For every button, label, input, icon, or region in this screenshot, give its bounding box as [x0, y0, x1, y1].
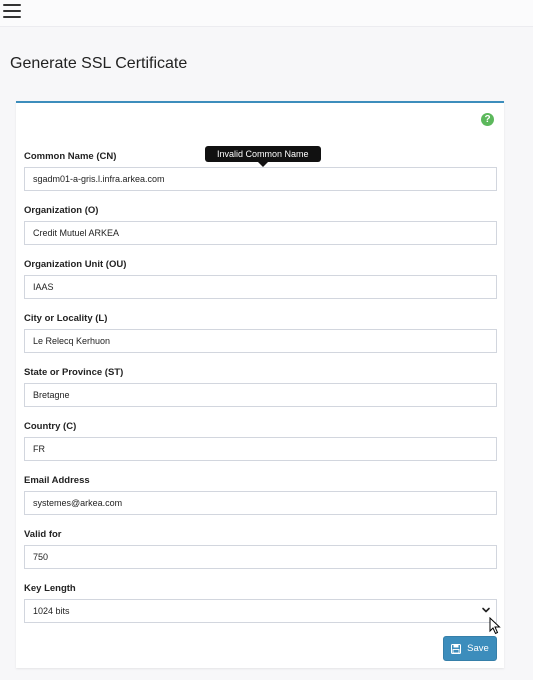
field-organization — [24, 205, 497, 245]
page-title: Generate SSL Certificate — [10, 55, 188, 72]
field-city — [24, 313, 497, 353]
state-label: State or Province (ST) — [24, 367, 124, 378]
country-label: Country (C) — [24, 421, 77, 432]
key-length-label: Key Length — [24, 583, 76, 594]
mouse-cursor-icon — [489, 617, 501, 635]
organization-unit-label: Organization Unit (OU) — [24, 259, 127, 270]
common-name-input[interactable] — [24, 167, 497, 191]
help-question-icon[interactable]: ? — [481, 113, 494, 126]
field-common-name — [24, 151, 497, 191]
valid-for-input[interactable] — [24, 545, 497, 569]
key-length-selected-value[interactable]: 1024 bits — [24, 599, 497, 623]
valid-for-label: Valid for — [24, 529, 62, 540]
organization-label: Organization (O) — [24, 205, 99, 216]
invalid-common-name-tooltip: Invalid Common Name — [205, 146, 321, 162]
save-button-label: Save — [467, 643, 489, 654]
certificate-form-card — [16, 101, 504, 668]
email-input[interactable] — [24, 491, 497, 515]
floppy-disk-icon — [451, 644, 461, 654]
hamburger-menu-icon[interactable] — [3, 4, 21, 18]
field-email — [24, 475, 497, 515]
organization-unit-input[interactable] — [24, 275, 497, 299]
field-organization-unit — [24, 259, 497, 299]
organization-input[interactable] — [24, 221, 497, 245]
chevron-down-icon[interactable] — [481, 605, 491, 615]
field-state — [24, 367, 497, 407]
field-country — [24, 421, 497, 461]
top-navbar — [0, 0, 533, 27]
country-input[interactable] — [24, 437, 497, 461]
field-key-length — [24, 583, 497, 623]
email-label: Email Address — [24, 475, 90, 486]
city-label: City or Locality (L) — [24, 313, 108, 324]
city-input[interactable] — [24, 329, 497, 353]
common-name-label: Common Name (CN) — [24, 151, 117, 162]
state-input[interactable] — [24, 383, 497, 407]
save-button[interactable] — [443, 636, 497, 661]
field-valid-for — [24, 529, 497, 569]
key-length-select[interactable] — [24, 599, 497, 623]
